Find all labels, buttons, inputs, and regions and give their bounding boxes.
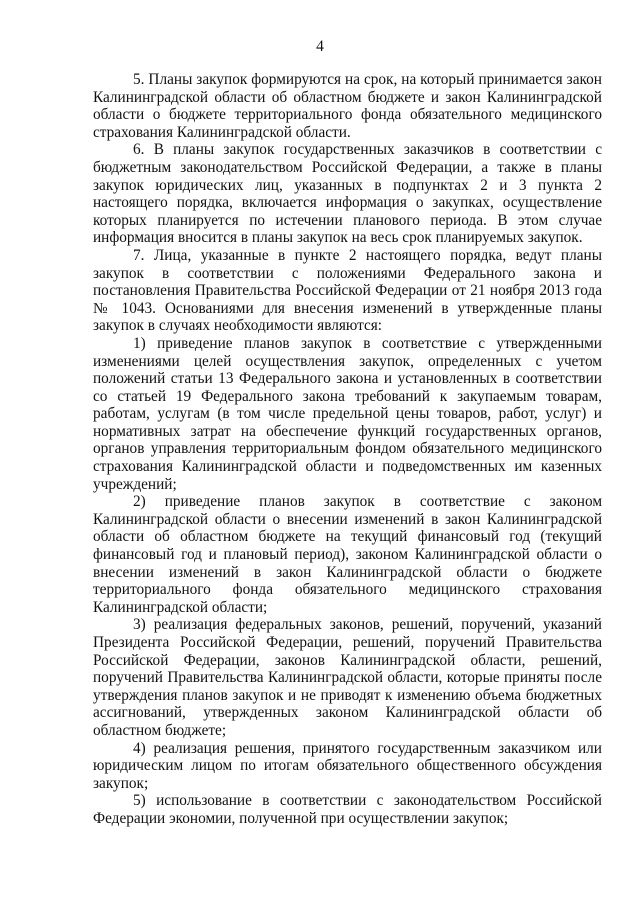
subparagraph-4: 4) реализация решения, принятого государственным заказчиком или юридическим лицом по итогам обязательного общественного обсуждения закупок; (93, 739, 602, 792)
subparagraph-5: 5) использование в соответствии с законодательством Российской Федерации экономии, полученной при осуществлении закупок; (93, 792, 602, 827)
paragraph-item-6: 6. В планы закупок государственных заказчиков в соответствии с бюджетным законодательством Российской Федерации, а также в планы закупок юридических лиц, указанных в подпунктах 2 и 3 пункта 2 настоящего порядка, включается информация о закупках, осуществление которых планируется по истечении планового периода. В этом случае информация вносится в планы закупок на весь срок планируемых закупок. (93, 141, 602, 247)
subparagraph-1: 1) приведение планов закупок в соответствие с утвержденными изменениями целей осуществления закупок, определенных с учетом положений статьи 13 Федерального закона и установленных в соответствии со статьей 19 Федерального закона требований к закупаемым товарам, работам, услугам (в том числе предельной цены товаров, работ, услуг) и нормативных затрат на обеспечение функций государственных органов, органов управления территориальным фондом обязательного медицинского страхования Калининградской области и подведомственных им казенных учреждений; (93, 334, 602, 493)
paragraph-item-7: 7. Лица, указанные в пункте 2 настоящего порядка, ведут планы закупок в соответствии с положениями Федерального закона и постановления Правительства Российской Федерации от 21 ноября 2013 года № 1043. Основаниями для внесения изменений в утвержденные планы закупок в случаях необходимости являются: (93, 246, 602, 335)
subparagraph-3: 3) реализация федеральных законов, решений, поручений, указаний Президента Российской Федерации, решений, поручений Правительства Российской Федерации, законов Калининградской области, решений, поручений Правительства Калининградской области, которые приняты после утверждения планов закупок и не приводят к изменению объема бюджетных ассигнований, утвержденных законом Калининградской области об областном бюджете; (93, 616, 602, 739)
subparagraph-2: 2) приведение планов закупок в соответствие с законом Калининградской области о внесении изменений в закон Калининградской области об областном бюджете на текущий финансовый год (текущий финансовый год и плановый период), законом Калининградской области о внесении изменений в закон Калининградской области о бюджете территориального фонда обязательного медицинского страхования Калининградской области; (93, 493, 602, 616)
document-body (93, 71, 602, 828)
paragraph-item-5: 5. Планы закупок формируются на срок, на который принимается закон Калининградской области об областном бюджете и закон Калининградской области о бюджете территориального фонда обязательного медицинского страхования Калининградской области. (93, 71, 602, 141)
page-number: 4 (316, 38, 324, 55)
